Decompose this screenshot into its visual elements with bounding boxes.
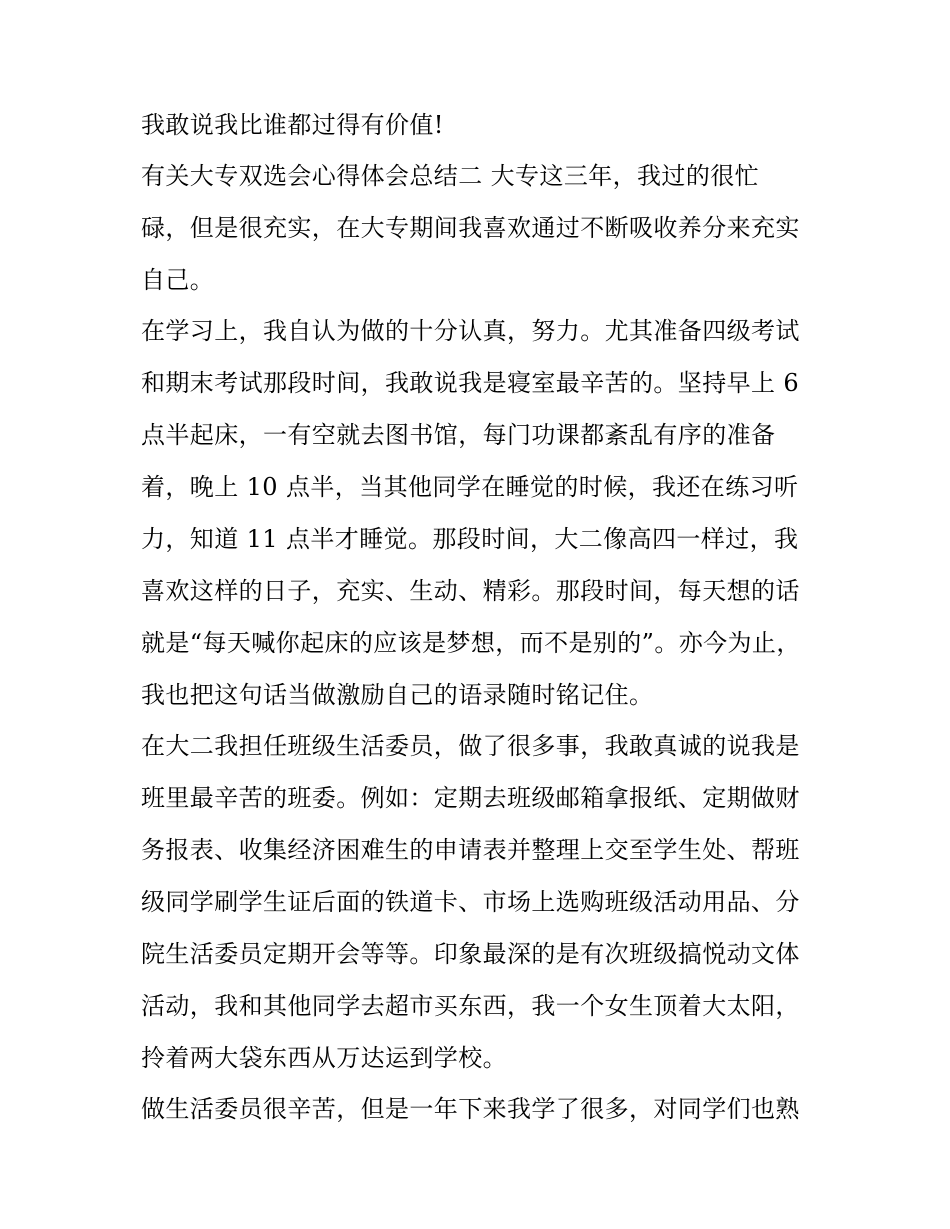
document-body [141, 108, 821, 1127]
text-line: 力，知道 11 点半才睡觉。那段时间，大二像高四一样过，我 [141, 525, 799, 553]
text-line: 拎着两大袋东西从万达运到学校。 [141, 1044, 507, 1072]
text-line: 院生活委员定期开会等等。印象最深的是有次班级搞悦动文体 [141, 940, 800, 968]
text-line: 自己。 [141, 266, 215, 294]
text-line: 活动，我和其他同学去超市买东西，我一个女生顶着大太阳， [141, 992, 800, 1020]
text-line: 喜欢这样的日子，充实、生动、精彩。那段时间，每天想的话 [141, 577, 800, 605]
text-line: 务报表、收集经济困难生的申请表并整理上交至学生处、帮班 [141, 836, 800, 864]
text-line: 点半起床，一有空就去图书馆，每门功课都紊乱有序的准备 [141, 421, 776, 449]
paragraph-start-line: 在学习上，我自认为做的十分认真，努力。尤其准备四级考试 [141, 317, 800, 345]
paragraph-start-line: 有关大专双选会心得体会总结二 大专这三年，我过的很忙 [141, 162, 760, 190]
text-line: 和期末考试那段时间，我敢说我是寝室最辛苦的。坚持早上 6 [141, 369, 800, 397]
paragraph-start-line: 做生活委员很辛苦，但是一年下来我学了很多，对同学们也熟 [141, 1095, 800, 1123]
text-line: 班里最辛苦的班委。例如：定期去班级邮箱拿报纸、定期做财 [141, 784, 800, 812]
text-line: 着，晚上 10 点半，当其他同学在睡觉的时候，我还在练习听 [141, 473, 799, 501]
text-line: 级同学刷学生证后面的铁道卡、市场上选购班级活动用品、分 [141, 888, 800, 916]
text-line: 我也把这句话当做激励自己的语录随时铭记住。 [141, 681, 654, 709]
text-line: 就是“每天喊你起床的应该是梦想，而不是别的”。亦今为止， [141, 629, 801, 657]
text-line: 碌，但是很充实，在大专期间我喜欢通过不断吸收养分来充实 [141, 214, 800, 242]
text-line: 我敢说我比谁都过得有价值! [141, 111, 444, 139]
paragraph-start-line: 在大二我担任班级生活委员，做了很多事，我敢真诚的说我是 [141, 732, 800, 760]
